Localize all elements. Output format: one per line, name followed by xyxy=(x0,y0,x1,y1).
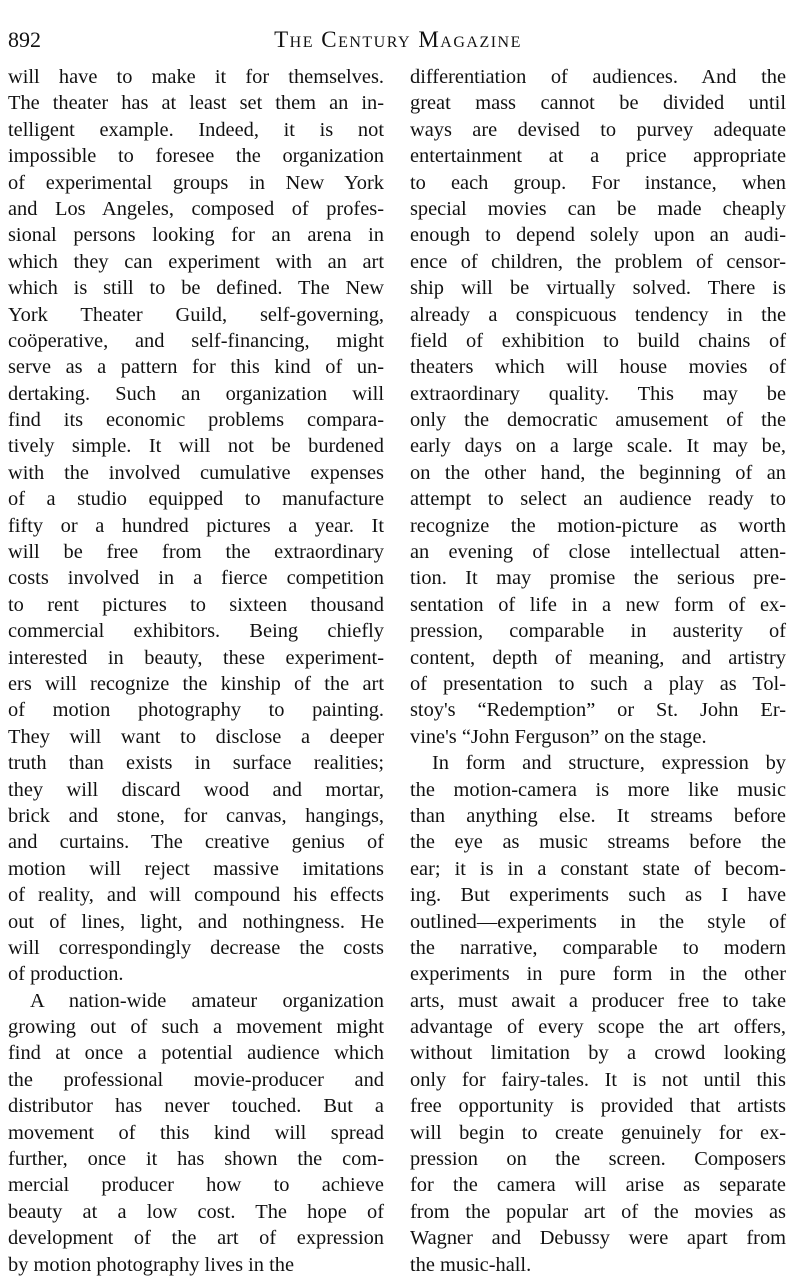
text-line: ship will be virtually solved. There is xyxy=(410,277,786,300)
text-line: commercial exhibitors. Being chiefly xyxy=(8,620,384,643)
text-line: mercial producer how to achieve xyxy=(8,1174,384,1197)
text-line: coöperative, and self-financing, might xyxy=(8,329,384,352)
text-line: find its economic problems compara- xyxy=(8,409,384,432)
text-line: pression on the screen. Composers xyxy=(410,1148,786,1171)
left-column xyxy=(8,64,384,1278)
text-line: of production. xyxy=(8,963,124,986)
right-column xyxy=(410,64,786,1278)
text-line: serve as a pattern for this kind of un- xyxy=(8,356,384,379)
text-line: early days on a large scale. It may be, xyxy=(410,435,786,458)
text-line: of presentation to such a play as Tol- xyxy=(410,672,786,695)
text-line: special movies can be made cheaply xyxy=(410,197,786,220)
text-line: brick and stone, for canvas, hangings, xyxy=(8,804,384,827)
text-line: will be free from the extraordinary xyxy=(8,541,384,564)
page-number: 892 xyxy=(8,27,41,52)
text-line: further, once it has shown the com- xyxy=(8,1148,384,1171)
text-line: advantage of every scope the art offers, xyxy=(410,1016,786,1039)
text-line: sional persons looking for an arena in xyxy=(8,224,384,247)
text-line: sentation of life in a new form of ex- xyxy=(410,593,786,616)
text-line: without limitation by a crowd looking xyxy=(410,1042,786,1065)
text-line: the music-hall. xyxy=(410,1253,532,1276)
text-line: tion. It may promise the serious pre- xyxy=(410,567,786,590)
text-line: already a conspicuous tendency in the xyxy=(410,303,786,326)
text-line: to rent pictures to sixteen thousand xyxy=(8,593,384,616)
text-line: by motion photography lives in the xyxy=(8,1253,295,1276)
text-line: ear; it is in a constant state of becom- xyxy=(410,857,786,880)
text-line: of motion photography to painting. xyxy=(8,699,384,722)
text-line: growing out of such a movement might xyxy=(8,1016,384,1039)
running-title: The Century Magazine xyxy=(274,27,522,52)
text-line: development of the art of expression xyxy=(8,1227,384,1250)
text-line: distributor has never touched. But a xyxy=(8,1095,384,1118)
text-line: of experimental groups in New York xyxy=(8,171,384,194)
text-line: impossible to foresee the organization xyxy=(8,145,384,168)
text-line: They will want to disclose a deeper xyxy=(8,725,384,748)
text-line: beauty at a low cost. The hope of xyxy=(8,1200,384,1223)
text-line: the narrative, comparable to modern xyxy=(410,936,786,959)
text-line: truth than exists in surface realities; xyxy=(8,752,384,775)
text-line: interested in beauty, these experiment- xyxy=(8,646,384,669)
text-line: The theater has at least set them an in- xyxy=(8,92,384,115)
text-line: theaters which will house movies of xyxy=(410,356,786,379)
text-line: pression, comparable in austerity of xyxy=(410,620,786,643)
text-line: out of lines, light, and nothingness. He xyxy=(8,910,384,933)
text-line: on the other hand, the beginning of an xyxy=(410,461,786,484)
text-line: only for fairy-tales. It is not until this xyxy=(410,1068,786,1091)
text-line: tively simple. It will not be burdened xyxy=(8,435,384,458)
text-line: find at once a potential audience which xyxy=(8,1042,384,1065)
text-line: and curtains. The creative genius of xyxy=(8,831,384,854)
text-line: great mass cannot be divided until xyxy=(410,92,786,115)
text-line: fifty or a hundred pictures a year. It xyxy=(8,514,384,537)
text-line: dertaking. Such an organization will xyxy=(8,382,384,405)
text-line: extraordinary quality. This may be xyxy=(410,382,786,405)
text-line: of a studio equipped to manufacture xyxy=(8,488,384,511)
text-line: differentiation of audiences. And the xyxy=(410,66,786,88)
text-line: ing. But experiments such as I have xyxy=(410,884,786,907)
text-line: movement of this kind will spread xyxy=(8,1121,384,1144)
text-line: A nation-wide amateur organization xyxy=(30,989,384,1012)
text-line: ence of children, the problem of censor- xyxy=(410,250,786,273)
text-line: the professional movie-producer and xyxy=(8,1068,384,1091)
text-line: field of exhibition to build chains of xyxy=(410,329,786,352)
text-line: for the camera will arise as separate xyxy=(410,1174,786,1197)
text-line: will correspondingly decrease the costs xyxy=(8,936,384,959)
text-line: motion will reject massive imitations xyxy=(8,857,384,880)
text-line: telligent example. Indeed, it is not xyxy=(8,118,384,141)
text-line: costs involved in a fierce competition xyxy=(8,567,384,590)
text-line: ers will recognize the kinship of the art xyxy=(8,672,384,695)
text-line: the motion-camera is more like music xyxy=(410,778,786,801)
text-line: will begin to create genuinely for ex- xyxy=(410,1121,786,1144)
text-line: will have to make it for themselves. xyxy=(8,66,384,88)
text-line: from the popular art of the movies as xyxy=(410,1200,786,1223)
text-line: attempt to select an audience ready to xyxy=(410,488,786,511)
text-line: enough to depend solely upon an audi- xyxy=(410,224,786,247)
text-line: and Los Angeles, composed of profes- xyxy=(8,197,384,220)
text-line: free opportunity is provided that artists xyxy=(410,1095,786,1118)
text-line: ways are devised to purvey adequate xyxy=(410,118,786,141)
text-line: an evening of close intellectual atten- xyxy=(410,541,786,564)
text-line: arts, must await a producer free to take xyxy=(410,989,786,1012)
text-line: of reality, and will compound his effects xyxy=(8,884,384,907)
text-line: Wagner and Debussy were apart from xyxy=(410,1227,786,1250)
text-line: vine's “John Ferguson” on the stage. xyxy=(410,725,707,748)
text-line: they will discard wood and mortar, xyxy=(8,778,384,801)
text-line: recognize the motion-picture as worth xyxy=(410,514,786,537)
text-line: which they can experiment with an art xyxy=(8,250,384,273)
text-line: which is still to be defined. The New xyxy=(8,277,384,300)
text-line: entertainment at a price appropriate xyxy=(410,145,786,168)
text-line: outlined—experiments in the style of xyxy=(410,910,786,933)
text-line: York Theater Guild, self-governing, xyxy=(8,303,384,326)
text-line: In form and structure, expression by xyxy=(432,752,786,775)
page-header xyxy=(8,24,788,56)
text-line: stoy's “Redemption” or St. John Er- xyxy=(410,699,786,722)
text-line: to each group. For instance, when xyxy=(410,171,786,194)
text-line: content, depth of meaning, and artistry xyxy=(410,646,786,669)
text-line: the eye as music streams before the xyxy=(410,831,786,854)
text-line: than anything else. It streams before xyxy=(410,804,786,827)
text-line: experiments in pure form in the other xyxy=(410,963,786,986)
text-line: with the involved cumulative expenses xyxy=(8,461,384,484)
text-line: only the democratic amusement of the xyxy=(410,409,786,432)
